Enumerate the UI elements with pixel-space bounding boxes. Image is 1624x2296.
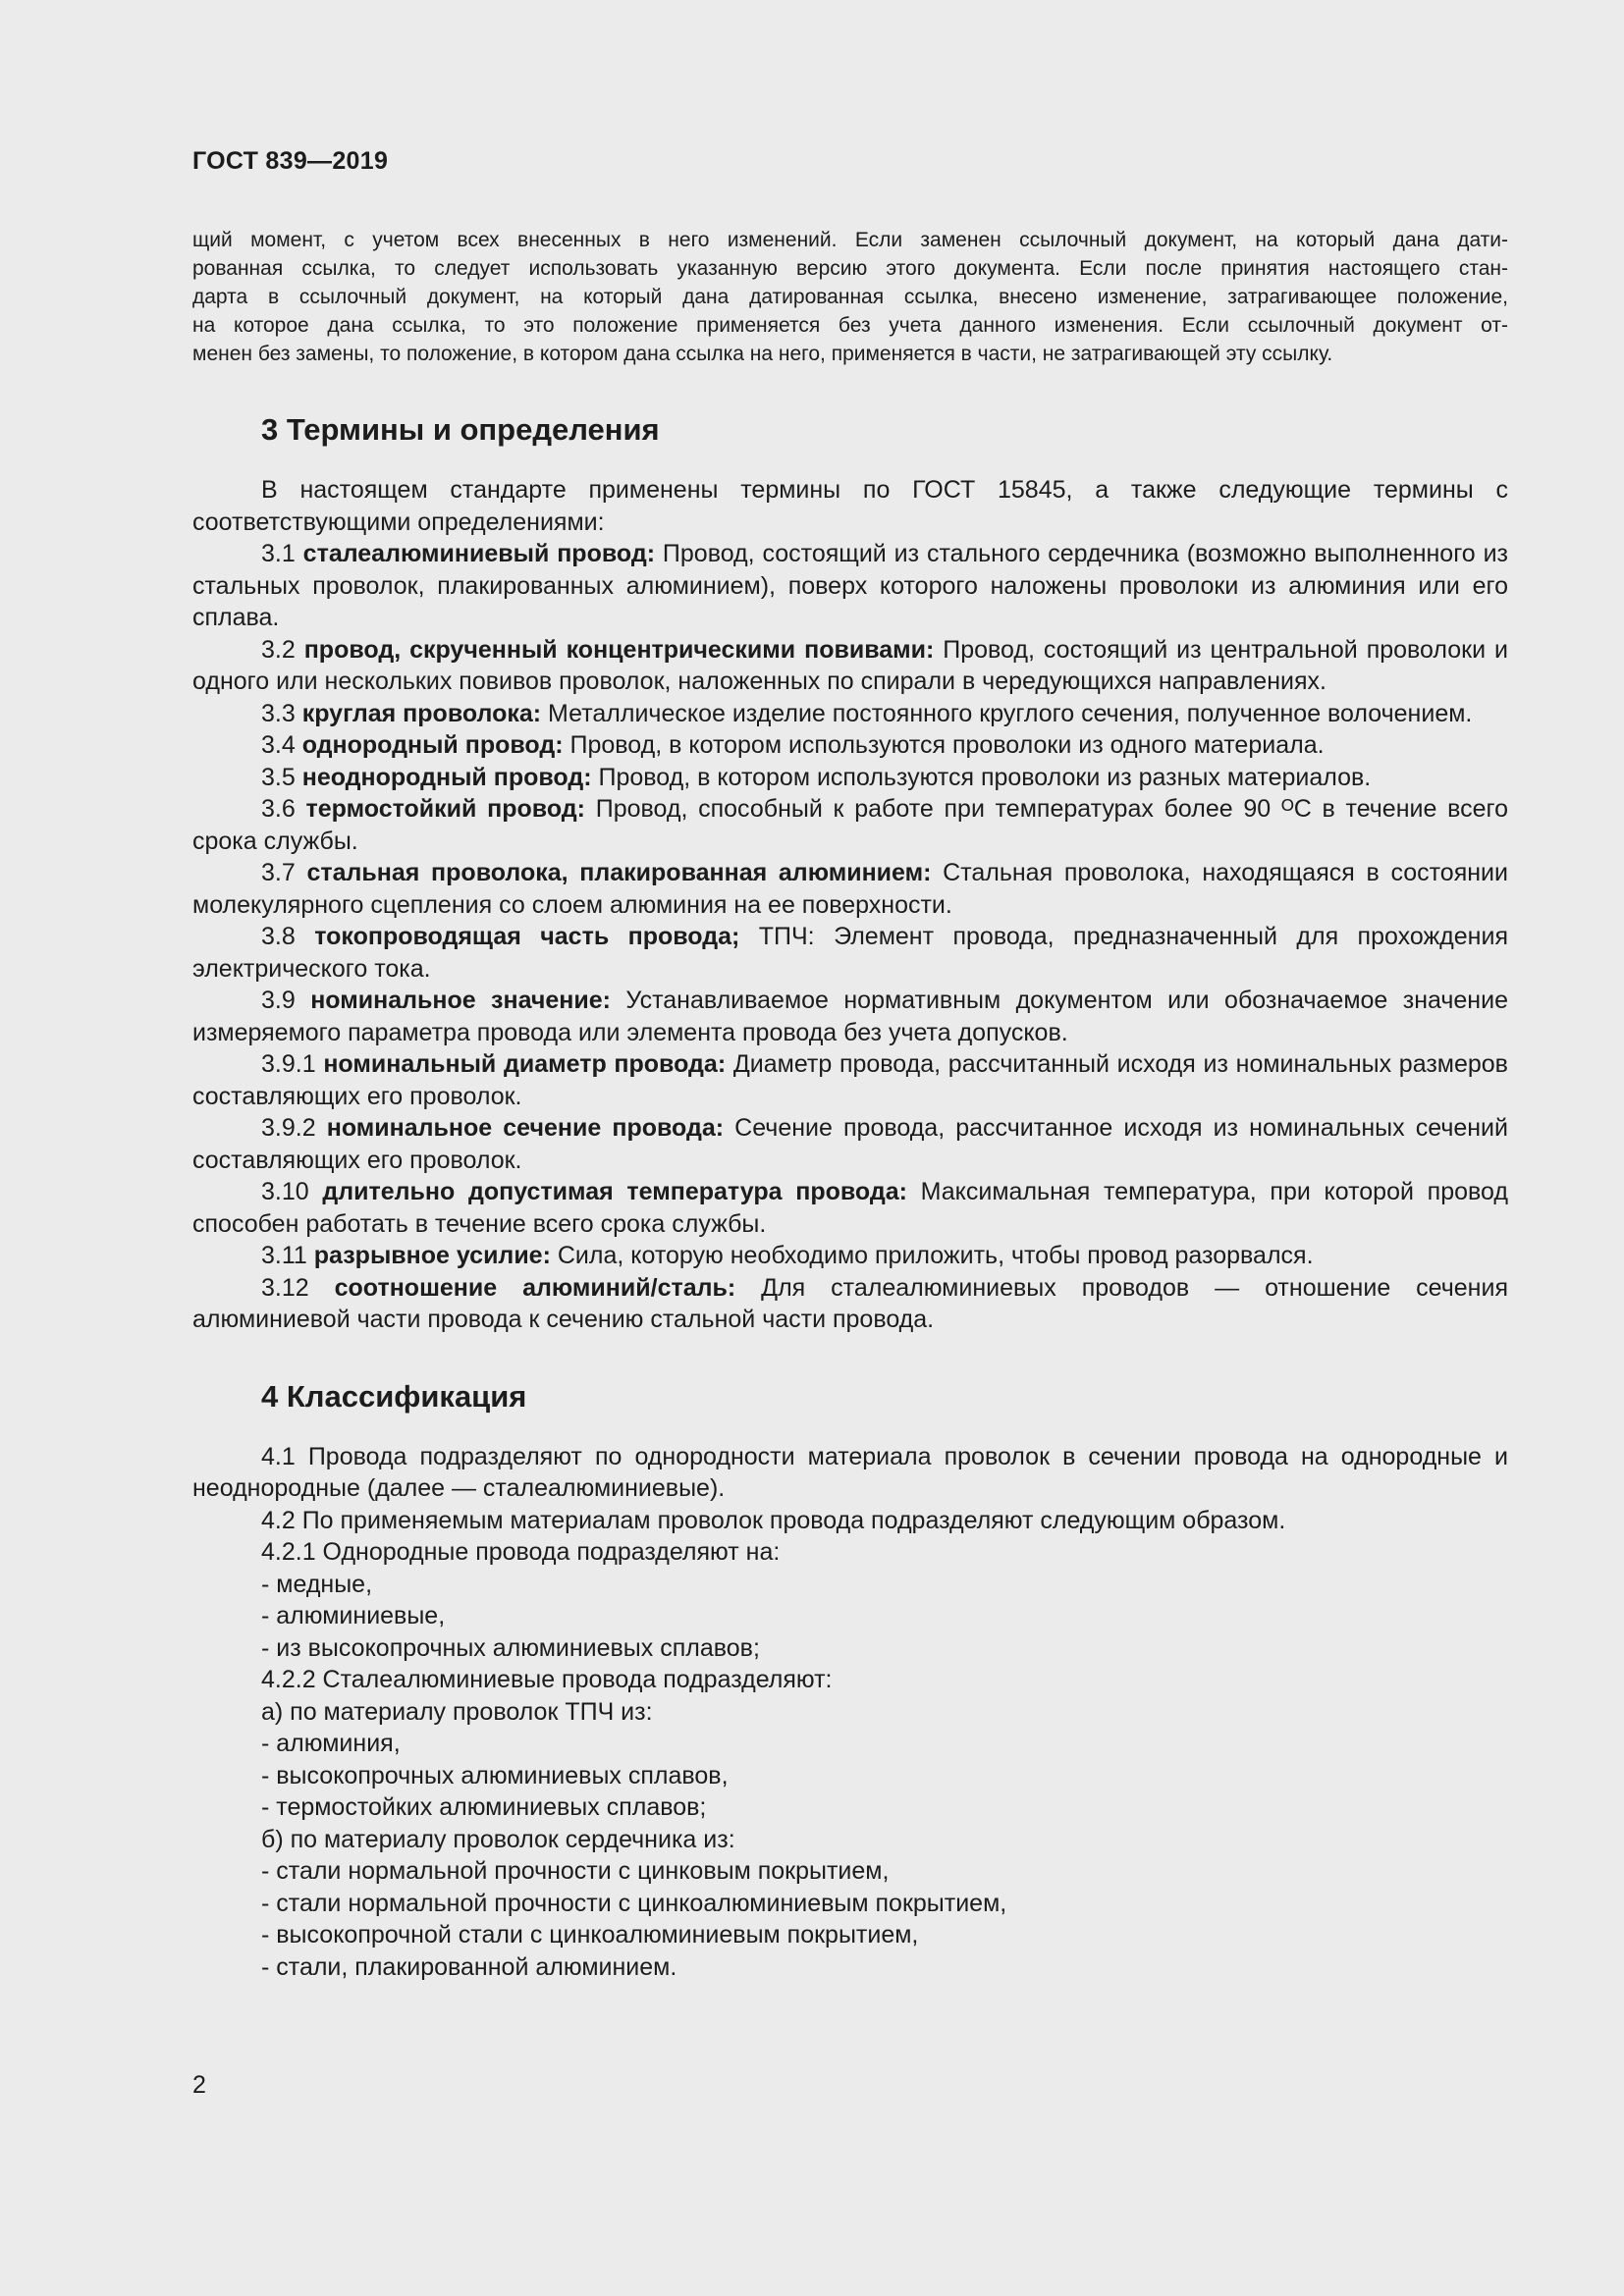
term-definition: [192, 793, 1508, 857]
main-content: [192, 410, 1508, 1983]
section-3-heading: 3 Термины и определения: [261, 412, 660, 447]
classification-item: - из высокопрочных алюминиевых сплавов;: [261, 1633, 760, 1662]
term-text: Сила, которую необходимо приложить, чтобы провод разорвался.: [557, 1242, 1314, 1269]
term-text: Провод, в котором используются проволоки из разных материалов.: [598, 763, 1372, 791]
term-definition: [192, 1240, 1508, 1272]
classification-item: - алюминия,: [261, 1730, 401, 1757]
term-name: номинальное сечение провода:: [326, 1114, 725, 1142]
classification-item: 4.2.1 Однородные провода подразделяют на:: [261, 1538, 781, 1566]
term-name: провод, скрученный концентрическими повивами:: [303, 635, 935, 664]
term-name: сталеалюминиевый провод:: [302, 540, 656, 567]
term-definition: [192, 1176, 1508, 1240]
term-number: 3.9: [261, 987, 296, 1014]
term-number: 3.6: [261, 795, 296, 823]
term-name: круглая проволока:: [301, 699, 542, 727]
intro-line: дарта в ссылочный документ, на который дана датированная ссылка, внесено изменение, затрагивающее положение,: [192, 286, 1508, 308]
term-text: Провод, состоящий из центральной проволоки и одного или нескольких повивов проволок, наложенных по спирали в чередующихся направлениях.: [192, 635, 1508, 695]
classification-item: б) по материалу проволок сердечника из:: [261, 1825, 735, 1853]
term-name: термостойкий провод:: [305, 795, 585, 823]
term-definition: [192, 729, 1508, 762]
intro-line: на которое дана ссылка, то это положение применяется без учета данного изменения. Если ссылочный документ от-: [192, 314, 1508, 337]
intro-line: рованная ссылка, то следует использовать указанную версию этого документа. Если после принятия настоящего стан-: [192, 257, 1508, 280]
term-number: 3.2: [261, 635, 296, 664]
term-number: 3.1: [261, 540, 296, 567]
term-definition: [192, 634, 1508, 698]
classification-item: 4.2.2 Сталеалюминиевые провода подразделяют:: [261, 1666, 833, 1693]
term-number: 3.12: [261, 1273, 309, 1302]
term-text: Провод, состоящий из стального сердечника (возможно выполненного из стальных проволок, плакированных алюминием), поверх которого наложены проволоки из алюминия или его сплава.: [192, 540, 1509, 631]
term-number: 3.3: [261, 699, 296, 727]
intro-line: щий момент, с учетом всех внесенных в него изменений. Если заменен ссылочный документ, на который дана дати-: [192, 229, 1508, 251]
term-text: Устанавливаемое нормативным документом или обозначаемое значение измеряемого параметра провода или элемента провода без учета допусков.: [192, 987, 1508, 1046]
page-number: 2: [192, 2071, 206, 2099]
term-definition: [192, 1272, 1508, 1336]
classification-item: - высокопрочных алюминиевых сплавов,: [261, 1761, 729, 1789]
term-text: Металлическое изделие постоянного круглого сечения, полученное волочением.: [548, 699, 1473, 727]
term-number: 3.10: [261, 1178, 309, 1205]
terms-list: [192, 538, 1508, 1336]
term-number: 3.4: [261, 731, 296, 759]
intro-line: менен без замены, то положение, в котором дана ссылка на него, применяется в части, не затрагивающей эту ссылку.: [192, 343, 1333, 365]
term-text: Провод, в котором используются проволоки из одного материала.: [569, 731, 1325, 759]
term-name: номинальный диаметр провода:: [323, 1050, 727, 1078]
term-name: неоднородный провод:: [301, 763, 592, 791]
term-number: 3.9.1: [261, 1050, 316, 1078]
term-number: 3.8: [261, 923, 296, 950]
term-definition: [192, 985, 1508, 1048]
classification-item: - термостойких алюминиевых сплавов;: [261, 1793, 707, 1821]
term-text: Диаметр провода, рассчитанный исходя из номинальных размеров составляющих его проволок.: [192, 1050, 1508, 1110]
term-text: Для сталеалюминиевых проводов — отношение сечения алюминиевой части провода к сечению стальной части провода.: [192, 1273, 1508, 1333]
section-4-p1: 4.1 Провода подразделяют по однородности материала проволок в сечении провода на однородные и неоднородные (далее — сталеалюминиевые).: [192, 1442, 1508, 1502]
classification-item: а) по материалу проволок ТПЧ из:: [261, 1697, 653, 1726]
classification-item: - алюминиевые,: [261, 1602, 446, 1629]
term-definition: [192, 1112, 1508, 1176]
section-3-intro: В настоящем стандарте применены термины по ГОСТ 15845, а также следующие термины с соответствующими определениями:: [192, 476, 1508, 536]
term-name: длительно допустимая температура провода:: [322, 1178, 907, 1205]
term-text: Стальная проволока, находящаяся в состоянии молекулярного сцепления со слоем алюминия на ее поверхности.: [192, 859, 1508, 919]
term-text: Провод, способный к работе при температурах более 90 ᴼС в течение всего срока службы.: [192, 795, 1508, 855]
term-definition: [192, 762, 1508, 794]
term-number: 3.5: [261, 763, 296, 791]
classification-item: - стали нормальной прочности с цинковым покрытием,: [261, 1857, 890, 1885]
classification-item: - высокопрочной стали с цинкоалюминиевым покрытием,: [261, 1921, 919, 1949]
term-number: 3.7: [261, 859, 296, 886]
term-definition: [192, 921, 1508, 985]
term-name: соотношение алюминий/сталь:: [334, 1273, 736, 1302]
classification-item: 4.2 По применяемым материалам проволок провода подразделяют следующим образом.: [261, 1506, 1286, 1534]
term-definition: [192, 1048, 1508, 1112]
section-4-heading: 4 Классификация: [261, 1378, 527, 1414]
term-name: номинальное значение:: [310, 987, 611, 1014]
document-header: ГОСТ 839—2019: [192, 147, 389, 175]
term-number: 3.11: [261, 1242, 307, 1269]
classification-item: - медные,: [261, 1570, 373, 1598]
term-text: Сечение провода, рассчитанное исходя из номинальных сечений составляющих его проволок.: [192, 1114, 1508, 1174]
term-name: однородный провод:: [301, 731, 564, 759]
term-name: разрывное усилие:: [313, 1242, 551, 1269]
term-number: 3.9.2: [261, 1114, 316, 1142]
term-text: Максимальная температура, при которой провод способен работать в течение всего срока службы.: [192, 1178, 1508, 1238]
term-name: стальная проволока, плакированная алюминием:: [306, 859, 932, 886]
intro-text: [192, 226, 1508, 368]
classification-item: - стали нормальной прочности с цинкоалюминиевым покрытием,: [261, 1889, 1007, 1917]
term-definition: [192, 698, 1508, 730]
classification-list: [192, 1505, 1508, 1984]
classification-item: - стали, плакированной алюминием.: [261, 1952, 677, 1981]
term-text: ТПЧ: Элемент провода, предназначенный для прохождения электрического тока.: [192, 923, 1508, 983]
term-definition: [192, 538, 1508, 634]
term-name: токопроводящая часть провода;: [314, 923, 740, 950]
term-definition: [192, 857, 1508, 921]
